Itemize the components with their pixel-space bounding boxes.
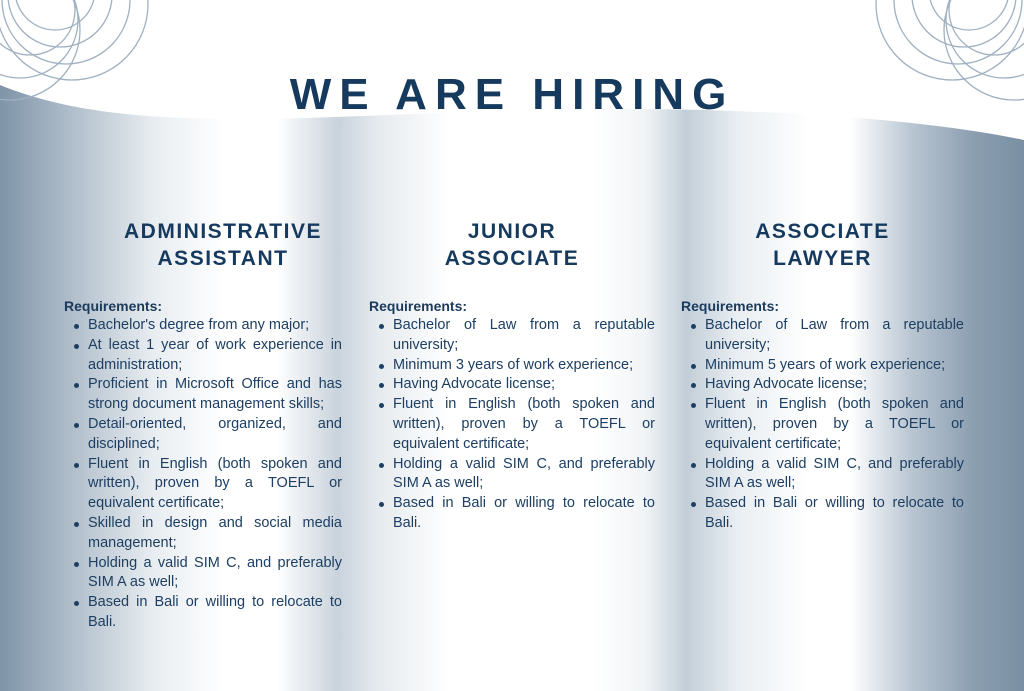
list-item: Holding a valid SIM C, and preferably SIM A as well; xyxy=(64,554,342,594)
list-item: Holding a valid SIM C, and preferably SIM A as well; xyxy=(369,455,655,495)
list-item: Based in Bali or willing to relocate to Bali. xyxy=(681,494,964,534)
position-column-junior-associate xyxy=(369,218,655,534)
position-title-line-1: JUNIOR xyxy=(467,220,557,243)
list-item: Proficient in Microsoft Office and has strong document management skills; xyxy=(64,375,342,415)
requirements-label: Requirements: xyxy=(64,298,163,314)
list-item: Skilled in design and social media management; xyxy=(64,514,342,554)
requirements-list xyxy=(369,316,655,534)
position-title xyxy=(681,218,964,272)
position-title-line-1: ADMINISTRATIVE xyxy=(124,220,322,243)
list-item: Bachelor of Law from a reputable university; xyxy=(369,316,655,356)
list-item: Minimum 3 years of work experience; xyxy=(369,356,655,376)
position-column-associate-lawyer xyxy=(681,218,964,534)
position-title-line-2: LAWYER xyxy=(773,247,872,270)
list-item: Detail-oriented, organized, and disciplined; xyxy=(64,415,342,455)
list-item: Having Advocate license; xyxy=(369,375,655,395)
position-title-line-2: ASSOCIATE xyxy=(444,247,580,270)
requirements-label: Requirements: xyxy=(681,298,780,314)
position-title xyxy=(84,218,362,272)
list-item: Holding a valid SIM C, and preferably SIM A as well; xyxy=(681,455,964,495)
list-item: Bachelor's degree from any major; xyxy=(64,316,342,336)
requirements-label: Requirements: xyxy=(369,298,468,314)
list-item: Fluent in English (both spoken and written), proven by a TOEFL or equivalent certificate; xyxy=(64,455,342,514)
position-column-administrative-assistant xyxy=(64,218,342,633)
list-item: Based in Bali or willing to relocate to Bali. xyxy=(64,593,342,633)
requirements-list xyxy=(64,316,342,633)
list-item: Having Advocate license; xyxy=(681,375,964,395)
list-item: Fluent in English (both spoken and written), proven by a TOEFL or equivalent certificate; xyxy=(681,395,964,454)
page-heading: WE ARE HIRING xyxy=(289,70,735,119)
position-title-line-1: ASSOCIATE xyxy=(755,220,890,243)
requirements-list xyxy=(681,316,964,534)
list-item: Fluent in English (both spoken and written), proven by a TOEFL or equivalent certificate; xyxy=(369,395,655,454)
list-item: Minimum 5 years of work experience; xyxy=(681,356,964,376)
position-title xyxy=(369,218,655,272)
list-item: At least 1 year of work experience in administration; xyxy=(64,336,342,376)
list-item: Based in Bali or willing to relocate to Bali. xyxy=(369,494,655,534)
position-title-line-2: ASSISTANT xyxy=(157,247,289,270)
list-item: Bachelor of Law from a reputable university; xyxy=(681,316,964,356)
